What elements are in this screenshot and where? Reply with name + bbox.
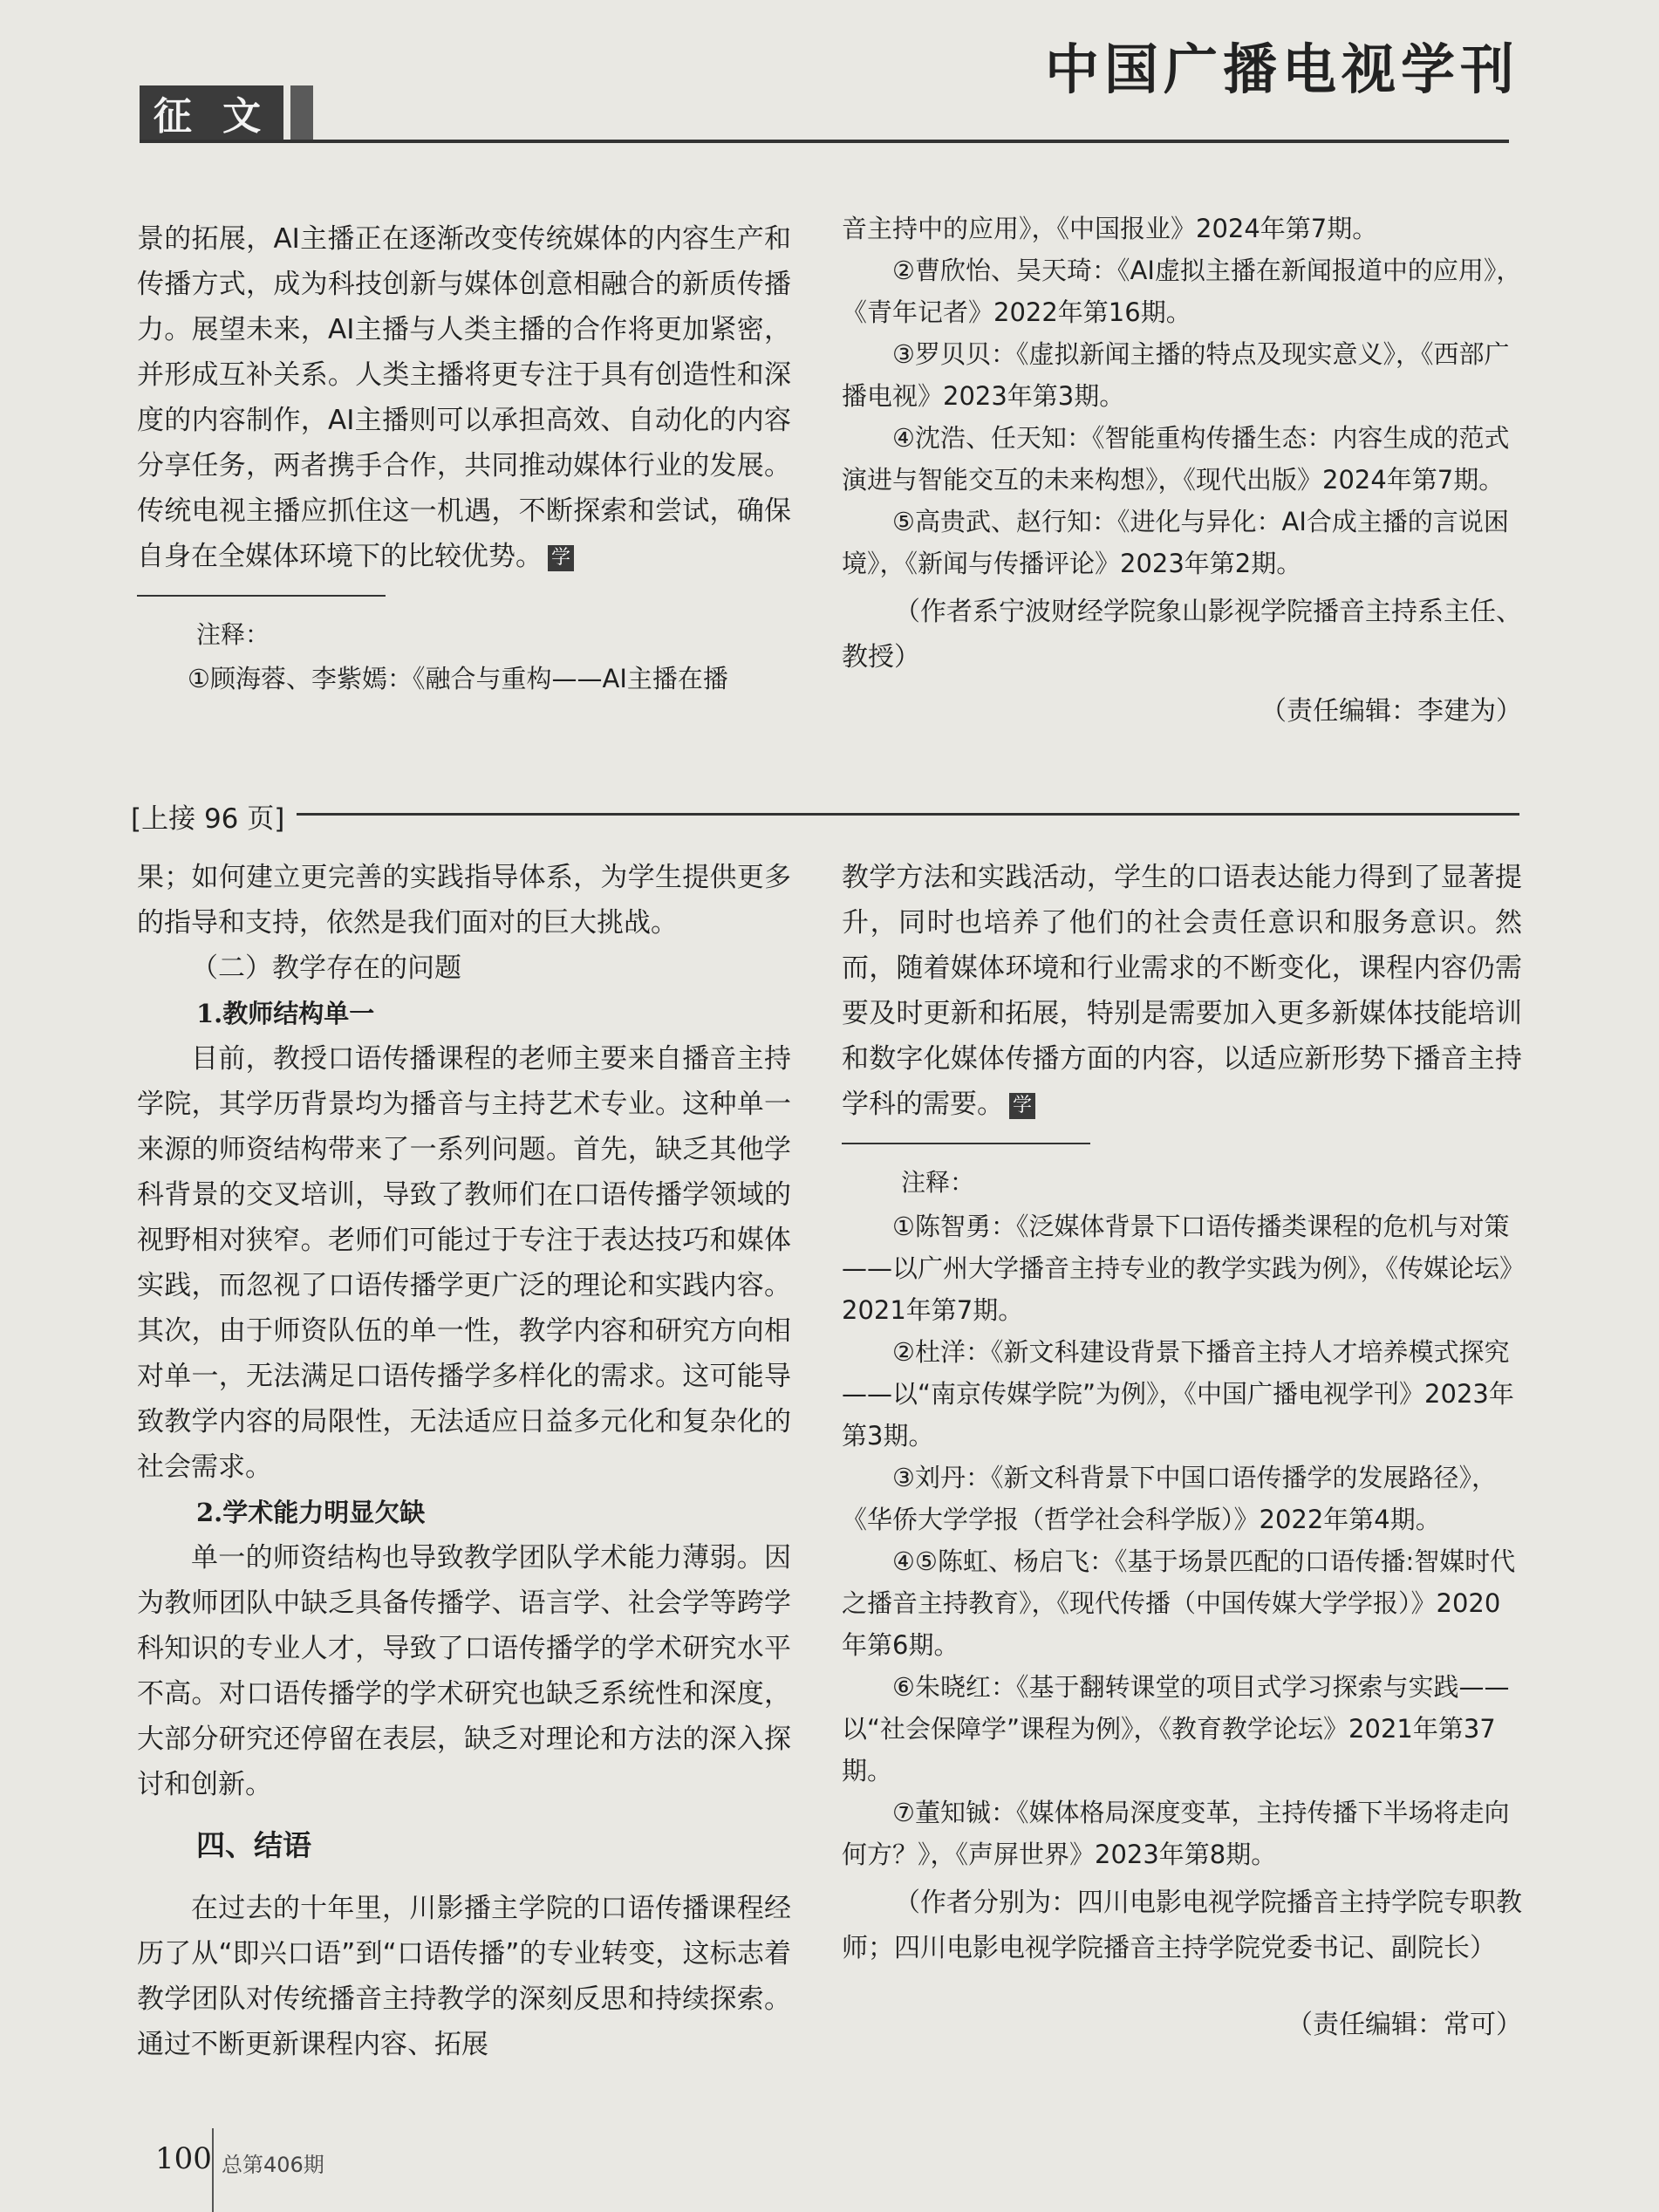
section-tag-bar — [290, 85, 313, 140]
section-heading: 四、结语 — [196, 1828, 311, 1862]
body-paragraph: 在过去的十年里，川影播主学院的口语传播课程经历了从“即兴口语”到“口语传播”的专业转变，这标志着教学团队对传统播音主持教学的深刻反思和持续探索。通过不断更新课程内容、拓展 — [137, 1893, 791, 2060]
header-rule — [140, 140, 1509, 143]
note-item: ④沈浩、任天知：《智能重构传播生态：内容生成的范式演进与智能交互的未来构想》，《现代出版》2024年第7期。 — [842, 423, 1510, 495]
note-item: ⑦董知铖：《媒体格局深度变革，主持传播下半场将走向何方？》，《声屏世界》2023年第8期。 — [842, 1798, 1510, 1869]
end-mark-icon: 学 — [548, 545, 574, 571]
end-mark-icon: 学 — [1009, 1093, 1035, 1119]
note-item: ⑥朱晓红：《基于翻转课堂的项目式学习探索与实践——以“社会保障学”课程为例》，《教育教学论坛》2021年第37期。 — [842, 1672, 1510, 1785]
notes-label: 注释： — [196, 620, 270, 649]
continued-rule — [297, 813, 1519, 816]
author-info: （作者分别为：四川电影电视学院播音主持学院专职教师；四川电影电视学院播音主持学院党委书记、副院长） — [842, 1888, 1522, 1963]
notes-divider — [137, 595, 386, 597]
bottom-right-column — [842, 855, 1522, 2041]
continued-from-label: [上接 96 页] — [131, 803, 285, 835]
notes-divider — [842, 1143, 1090, 1144]
note-item: ③罗贝贝：《虚拟新闻主播的特点及现实意义》，《西部广播电视》2023年第3期。 — [842, 339, 1510, 411]
page-number: 100 — [155, 2141, 212, 2176]
body-paragraph: 目前，教授口语传播课程的老师主要来自播音主持学院，其学历背景均为播音与主持艺术专业。这种单一来源的师资结构带来了一系列问题。首先，缺乏其他学科背景的交叉培训，导致了教师们在口语传播学领域的视野相对狭窄。老师们可能过于专注于表达技巧和媒体实践，而忽视了口语传播学更广泛的理论和实践内容。其次，由于师资队伍的单一性，教学内容和研究方向相对单一，无法满足口语传播学多样化的需求。这可能导致教学内容的局限性，无法适应日益多元化和复杂化的社会需求。 — [137, 1043, 791, 1483]
body-paragraph: 单一的师资结构也导致教学团队学术能力薄弱。因为教师团队中缺乏具备传播学、语言学、社会学等跨学科知识的专业人才，导致了口语传播学的学术研究水平不高。对口语传播学的学术研究也缺乏系统性和深度，大部分研究还停留在表层，缺乏对理论和方法的深入探讨和创新。 — [137, 1542, 791, 1800]
note-item: ④⑤陈虹、杨启飞：《基于场景匹配的口语传播:智媒时代之播音主持教育》，《现代传播（中国传媒大学学报）》2020年第6期。 — [842, 1546, 1516, 1660]
body-paragraph: 教学方法和实践活动，学生的口语表达能力得到了显著提升，同时也培养了他们的社会责任意识和服务意识。然而，随着媒体环境和行业需求的不断变化，课程内容仍需要及时更新和拓展，特别是需要加入更多新媒体技能培训和数字化媒体传播方面的内容，以适应新形势下播音主持学科的需要。 学 — [842, 862, 1522, 1120]
responsible-editor: （责任编辑：常可） — [1287, 2010, 1522, 2040]
body-paragraph: 果；如何建立更完善的实践指导体系，为学生提供更多的指导和支持，依然是我们面对的巨大挑战。 — [137, 862, 791, 939]
subsection-heading: 2.学术能力明显欠缺 — [196, 1498, 426, 1527]
note-item: ②杜洋：《新文科建设背景下播音主持人才培养模式探究——以“南京传媒学院”为例》，《中国广播电视学刊》2023年第3期。 — [842, 1337, 1514, 1451]
note-item: ⑤高贵武、赵行知：《进化与异化：AI合成主播的言说困境》，《新闻与传播评论》2023年第2期。 — [842, 507, 1509, 578]
subsection-heading: （二）教学存在的问题 — [191, 952, 461, 984]
subsection-heading: 1.教师结构单一 — [196, 999, 375, 1028]
top-right-column — [842, 208, 1522, 727]
bottom-left-column — [137, 855, 791, 2067]
note-item: ①陈智勇：《泛媒体背景下口语传播类课程的危机与对策——以广州大学播音主持专业的教学实践为例》，《传媒论坛》2021年第7期。 — [842, 1212, 1512, 1325]
section-tag: 征 文 — [140, 85, 283, 140]
article-conclusion-paragraph: 景的拓展，AI主播正在逐渐改变传统媒体的内容生产和传播方式，成为科技创新与媒体创意相融合的新质传播力。展望未来，AI主播与人类主播的合作将更加紧密，并形成互补关系。人类主播将更专注于具有创造性和深度的内容制作，AI主播则可以承担高效、自动化的内容分享任务，两者携手合作，共同推动媒体行业的发展。传统电视主播应抓住这一机遇，不断探索和尝试，确保自身在全媒体环境下的比较优势。 学 — [137, 223, 791, 572]
note-item: ②曹欣怡、吴天琦：《AI虚拟主播在新闻报道中的应用》，《青年记者》2022年第16期。 — [842, 256, 1522, 327]
note-item: ③刘丹：《新文科背景下中国口语传播学的发展路径》，《华侨大学学报（哲学社会科学版）》2022年第4期。 — [842, 1463, 1497, 1534]
note-item: 音主持中的应用》，《中国报业》2024年第7期。 — [842, 214, 1378, 243]
responsible-editor: （责任编辑：李建为） — [1260, 696, 1522, 727]
total-issue-number: 总第406期 — [222, 2153, 324, 2177]
author-info: （作者系宁波财经学院象山影视学院播音主持系主任、教授） — [842, 597, 1522, 672]
top-left-column — [137, 216, 791, 700]
note-item: ①顾海蓉、李紫嫣：《融合与重构——AI主播在播 — [188, 664, 728, 693]
journal-masthead: 中国广播电视学刊 — [1044, 38, 1519, 101]
footer-rule — [212, 2128, 214, 2212]
notes-label: 注释： — [901, 1168, 975, 1197]
